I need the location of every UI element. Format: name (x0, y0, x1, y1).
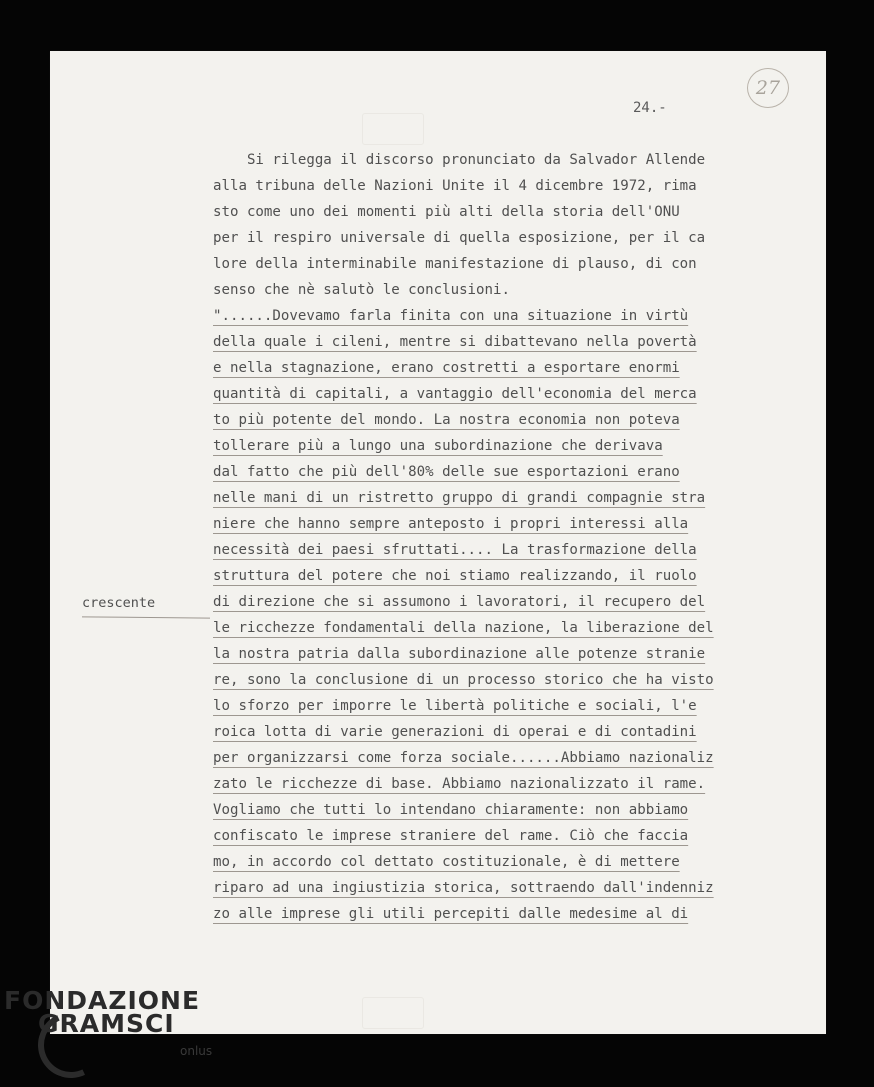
circled-page-number (747, 68, 789, 108)
text-line-underlined: dal fatto che più dell'80% delle sue esportazioni erano (213, 464, 680, 480)
text-line: Si rilegga il discorso pronunciato da Salvador Allende (213, 152, 706, 168)
text-line-underlined: to più potente del mondo. La nostra economia non poteva (213, 412, 680, 428)
text-line-underlined: necessità dei paesi sfruttati.... La trasformazione della (213, 542, 697, 558)
text-line: lore della interminabile manifestazione di plauso, di con (213, 256, 697, 272)
text-line-underlined: quantità di capitali, a vantaggio dell'economia del merca (213, 386, 697, 402)
margin-note-rule (82, 616, 210, 618)
logo-line2: GRAMSCI (38, 1009, 175, 1038)
text-line-underlined: roica lotta di varie generazioni di operai e di contadini (213, 724, 697, 740)
fondazione-gramsci-logo (4, 986, 213, 1058)
text-line-underlined: per organizzarsi come forza sociale......Abbiamo nazionaliz (213, 750, 714, 766)
text-line-underlined: tollerare più a lungo una subordinazione che derivava (213, 438, 663, 454)
circled-number-text: 27 (755, 77, 781, 99)
text-line-underlined: confiscato le imprese straniere del rame. Ciò che faccia (213, 828, 689, 844)
text-line-underlined: zo alle imprese gli utili percepiti dalle medesime al di (213, 906, 689, 922)
text-line-underlined: zato le ricchezze di base. Abbiamo nazionalizzato il rame. (213, 776, 706, 792)
document-page (50, 51, 826, 1034)
margin-note: crescente (82, 595, 156, 611)
text-line-underlined: della quale i cileni, mentre si dibattevano nella povertà (213, 334, 697, 350)
text-line-underlined: struttura del potere che noi stiamo realizzando, il ruolo (213, 568, 697, 584)
page-number: 24.- (633, 100, 667, 116)
faint-stamp-top (362, 113, 424, 145)
text-line-underlined: di direzione che si assumono i lavoratori, il recupero del (213, 594, 706, 610)
text-line-underlined: re, sono la conclusione di un processo storico che ha visto (213, 672, 714, 688)
text-line-underlined: riparo ad una ingiustizia storica, sottraendo dall'indenniz (213, 880, 714, 896)
faint-stamp-bottom (362, 997, 424, 1029)
text-line-underlined: mo, in accordo col dettato costituzionale, è di mettere (213, 854, 680, 870)
logo-line1: FONDAZIONE (4, 986, 201, 1015)
text-line: sto come uno dei momenti più alti della storia dell'ONU (213, 204, 680, 220)
text-line-underlined: nelle mani di un ristretto gruppo di grandi compagnie stra (213, 490, 706, 506)
text-line-underlined: Vogliamo che tutti lo intendano chiaramente: non abbiamo (213, 802, 689, 818)
logo-sub: onlus (180, 1044, 213, 1058)
text-line-underlined: le ricchezze fondamentali della nazione, la liberazione del (213, 620, 714, 636)
text-line-underlined: "......Dovevamo farla finita con una situazione in virtù (213, 308, 689, 324)
text-line: per il respiro universale di quella esposizione, per il ca (213, 230, 706, 246)
text-line-underlined: lo sforzo per imporre le libertà politiche e sociali, l'e (213, 698, 697, 714)
text-line-underlined: la nostra patria dalla subordinazione alle potenze stranie (213, 646, 706, 662)
text-line-underlined: e nella stagnazione, erano costretti a esportare enormi (213, 360, 680, 376)
text-line: senso che nè salutò le conclusioni. (213, 282, 510, 298)
text-line-underlined: niere che hanno sempre anteposto i propri interessi alla (213, 516, 689, 532)
typed-text-body (213, 147, 773, 927)
text-line: alla tribuna delle Nazioni Unite il 4 dicembre 1972, rima (213, 178, 697, 194)
